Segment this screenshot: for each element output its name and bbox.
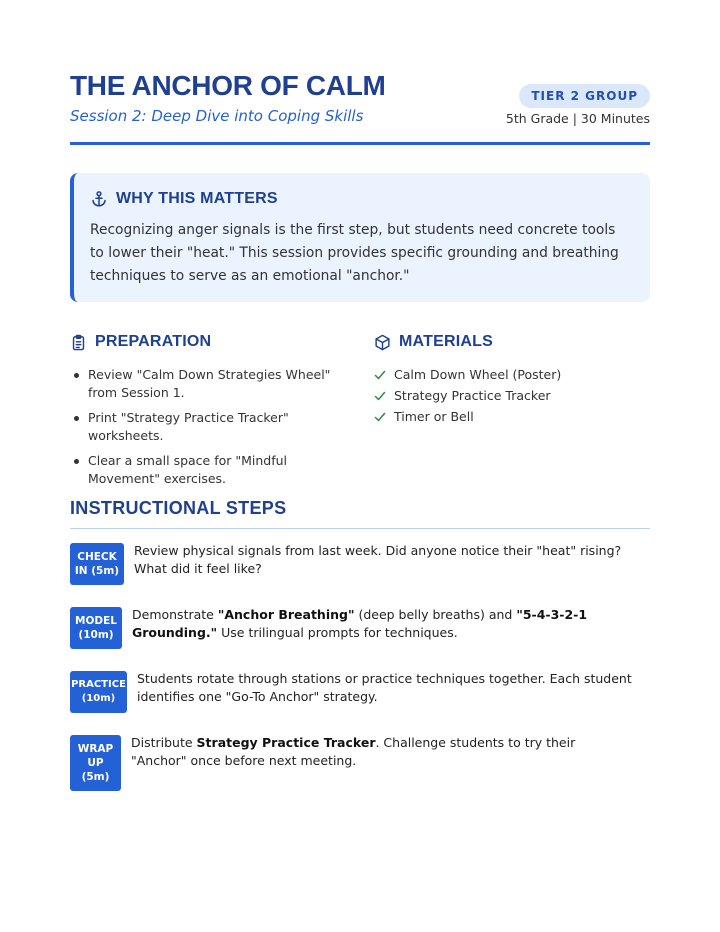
step-row — [70, 671, 650, 713]
session-subtitle: Session 2: Deep Dive into Coping Skills — [70, 107, 364, 125]
step-badge-line: CHECK — [77, 551, 117, 563]
materials-heading — [374, 332, 650, 352]
step-badge — [70, 543, 124, 585]
step-badge-line: (5m) — [81, 771, 110, 783]
page-title: THE ANCHOR OF CALM — [70, 70, 386, 101]
preparation-section — [70, 332, 360, 495]
step-badge — [70, 607, 122, 649]
step-badge — [70, 735, 121, 791]
why-heading — [90, 189, 278, 209]
step-badge-line: UP — [87, 757, 104, 769]
step-badge-line: IN (5m) — [74, 565, 120, 577]
step-text-bold: "Anchor Breathing" — [217, 607, 355, 622]
step-badge-line: MODEL — [75, 615, 117, 627]
step-text-bold: "5-4-3-2-1 Grounding." — [132, 607, 588, 640]
step-badge — [70, 671, 127, 713]
list-item — [70, 452, 350, 488]
step-text — [127, 670, 640, 706]
why-text: Recognizing anger signals is the first step, but students need concrete tools to lower their "heat." This session provides specific grounding and breathing techniques to serve as an emotional "anchor." — [90, 222, 619, 284]
grade-duration-info: 5th Grade | 30 Minutes — [505, 111, 650, 126]
bullet-dot — [74, 459, 79, 464]
step-text — [122, 606, 640, 642]
check-icon — [374, 369, 386, 381]
step-row — [70, 735, 650, 791]
steps-title: INSTRUCTIONAL STEPS — [70, 498, 287, 518]
step-row — [70, 543, 650, 585]
step-text-part: . Challenge students to try their "Anchor" once before next meeting. — [131, 735, 576, 768]
preparation-heading — [70, 332, 360, 352]
material-item-text: Strategy Practice Tracker — [394, 388, 551, 403]
bullet-dot — [74, 416, 79, 421]
prep-item-text: Clear a small space for "Mindful Movement" exercises. — [88, 453, 288, 486]
prep-item-text: Print "Strategy Practice Tracker" worksheets. — [88, 410, 289, 443]
step-text-part: Use trilingual prompts for techniques. — [217, 625, 458, 640]
step-text-part: Review physical signals from last week. Did anyone notice their "heat" rising? What did it feel like? — [134, 543, 622, 576]
list-item — [70, 366, 350, 402]
list-item — [374, 366, 650, 384]
box-icon — [374, 334, 391, 351]
step-text-bold: Strategy Practice Tracker — [196, 735, 376, 750]
step-text-part: Students rotate through stations or practice techniques together. Each student identifies one "Go-To Anchor" strategy. — [137, 671, 632, 704]
bullet-dot — [74, 373, 79, 378]
materials-section — [374, 332, 650, 429]
step-text — [121, 734, 621, 770]
clipboard-icon — [70, 334, 87, 351]
step-row — [70, 607, 650, 649]
tier-badge: TIER 2 GROUP — [519, 84, 650, 108]
list-item — [70, 409, 350, 445]
step-text — [124, 542, 640, 578]
materials-title: MATERIALS — [399, 333, 493, 350]
step-text-part: Demonstrate — [132, 607, 218, 622]
list-item — [374, 408, 650, 426]
step-text-part: Distribute — [131, 735, 197, 750]
preparation-list — [70, 366, 360, 488]
material-item-text: Timer or Bell — [394, 409, 474, 424]
prep-item-text: Review "Calm Down Strategies Wheel" from Session 1. — [88, 367, 331, 400]
step-badge-line: (10m) — [78, 629, 114, 641]
instructional-steps-heading — [70, 497, 650, 529]
material-item-text: Calm Down Wheel (Poster) — [394, 367, 562, 382]
check-icon — [374, 390, 386, 402]
step-badge-line: WRAP — [77, 743, 114, 755]
step-badge-line: PRACTICE — [71, 679, 126, 690]
materials-list — [374, 366, 650, 426]
step-badge-line: (10m) — [81, 693, 116, 704]
header — [70, 70, 650, 145]
anchor-icon — [90, 190, 108, 208]
step-text-part: (deep belly breaths) and — [354, 607, 517, 622]
list-item — [374, 387, 650, 405]
preparation-title: PREPARATION — [95, 333, 212, 350]
why-this-matters-callout — [70, 173, 650, 302]
why-title: WHY THIS MATTERS — [116, 190, 278, 207]
check-icon — [374, 411, 386, 423]
